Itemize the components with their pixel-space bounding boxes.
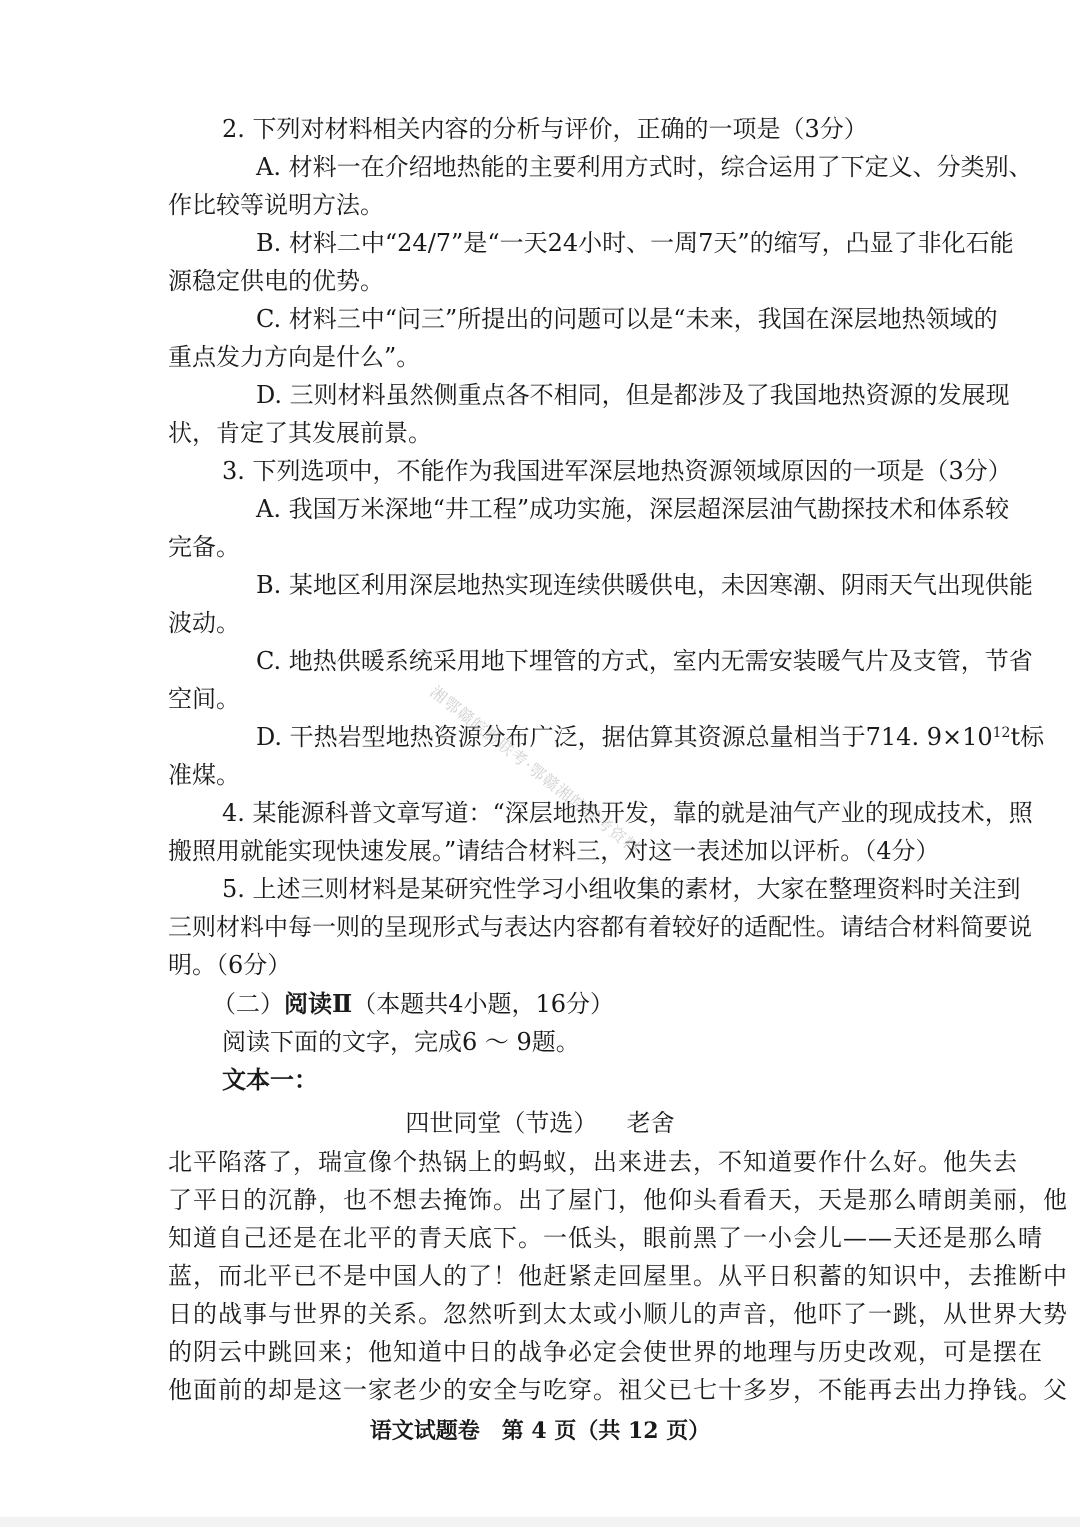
q2-option-d-line2: 状，肯定了其发展前景。 [168, 419, 432, 447]
q3-stem: 3. 下列选项中，不能作为我国进军深层地热资源领域原因的一项是（3分） [222, 457, 1012, 485]
q2-stem: 2. 下列对材料相关内容的分析与评价，正确的一项是（3分） [222, 115, 868, 143]
q3-option-b-line2: 波动。 [168, 609, 240, 637]
q5-line2: 三则材料中每一则的呈现形式与表达内容都有着较好的适配性。请结合材料简要说 [168, 913, 1032, 941]
q2-option-a-line1: A. 材料一在介绍地热能的主要利用方式时，综合运用了下定义、分类别、 [256, 153, 1033, 181]
q2-option-c-line2: 重点发力方向是什么”。 [168, 343, 421, 371]
story-line-2: 了平日的沉静，也不想去掩饰。出了屋门，他仰头看看天，天是那么晴朗美丽，他 [168, 1186, 1068, 1214]
q3-option-d-unit: t标 [1010, 723, 1045, 751]
story-line-4: 蓝，而北平已不是中国人的了！他赶紧走回屋里。从平日积蓄的知识中，去推断中 [168, 1262, 1068, 1290]
section-heading-title: 阅读Ⅱ [284, 989, 353, 1018]
q5-line1: 5. 上述三则材料是某研究性学习小组收集的素材，大家在整理资料时关注到 [222, 875, 1021, 903]
q2-option-c-line1: C. 材料三中“问三”所提出的问题可以是“未来，我国在深层地热领域的 [256, 305, 998, 333]
q3-option-c-line1: C. 地热供暖系统采用地下埋管的方式，室内无需安装暖气片及支管，节省 [256, 647, 1033, 675]
q2-option-b-line2: 源稳定供电的优势。 [168, 267, 384, 295]
q4-line1: 4. 某能源科普文章写道：“深层地热开发，靠的就是油气产业的现成技术，照 [222, 799, 1033, 827]
q3-option-d-line2: 准煤。 [168, 761, 240, 789]
passage-author: 老舍 [626, 1109, 675, 1137]
q2-option-d-line1: D. 三则材料虽然侧重点各不相同，但是都涉及了我国地热资源的发展现 [256, 381, 1010, 409]
q3-option-a-line1: A. 我国万米深地“井工程”成功实施，深层超深层油气勘探技术和体系较 [256, 495, 1010, 523]
q2-option-a-line2: 作比较等说明方法。 [168, 191, 384, 219]
section-instruction: 阅读下面的文字，完成6 ～ 9题。 [222, 1028, 580, 1056]
q3-option-d-line1 [256, 718, 1044, 756]
story-line-5: 日的战事与世界的关系。忽然听到太太或小顺儿的声音，他吓了一跳，从世界大势 [168, 1300, 1068, 1328]
story-line-1: 北平陷落了，瑞宣像个热锅上的蚂蚁，出来进去，不知道要作什么好。他失去 [168, 1148, 1018, 1176]
text-one-label: 文本一： [222, 1065, 318, 1094]
q5-line3: 明。（6分） [168, 951, 292, 979]
q2-option-b-line1: B. 材料二中“24/7”是“一天24小时、一周7天”的缩写，凸显了非化石能 [256, 229, 1014, 257]
story-line-6: 的阴云中跳回来；他知道中日的战争必定会使世界的地理与历史改观，可是摆在 [168, 1338, 1043, 1366]
passage-title-line [0, 1104, 1080, 1142]
q4-line2: 搬照用就能实现快速发展。”请结合材料三，对这一表述加以评析。（4分） [168, 837, 940, 865]
q3-option-d-text: D. 干热岩型地热资源分布广泛，据估算其资源总量相当于714. 9×10 [256, 723, 993, 751]
q3-option-d-exponent: 12 [992, 725, 1011, 741]
section-heading-prefix: （二） [212, 990, 284, 1018]
page-bottom-edge [0, 1517, 1080, 1527]
story-line-3: 知道自己还是在北平的青天底下。一低头，眼前黑了一小会儿——天还是那么晴 [168, 1224, 1043, 1252]
q3-option-b-line1: B. 某地区利用深层地热实现连续供暖供电，未因寒潮、阴雨天气出现供能 [256, 571, 1033, 599]
q3-option-a-line2: 完备。 [168, 533, 240, 561]
q3-option-c-line2: 空间。 [168, 685, 240, 713]
watermark: 湘鄂赣皖黔联考·鄂赣湘皖联考资料 [426, 682, 644, 859]
page-footer: 语文试题卷 第 4 页（共 12 页） [369, 1418, 711, 1444]
section-heading-suffix: （本题共4小题，16分） [352, 990, 615, 1018]
passage-title: 四世同堂（节选） [405, 1109, 598, 1137]
story-line-7: 他面前的却是这一家老少的安全与吃穿。祖父已七十多岁，不能再去出力挣钱。父 [168, 1376, 1068, 1404]
section-heading [212, 985, 614, 1023]
